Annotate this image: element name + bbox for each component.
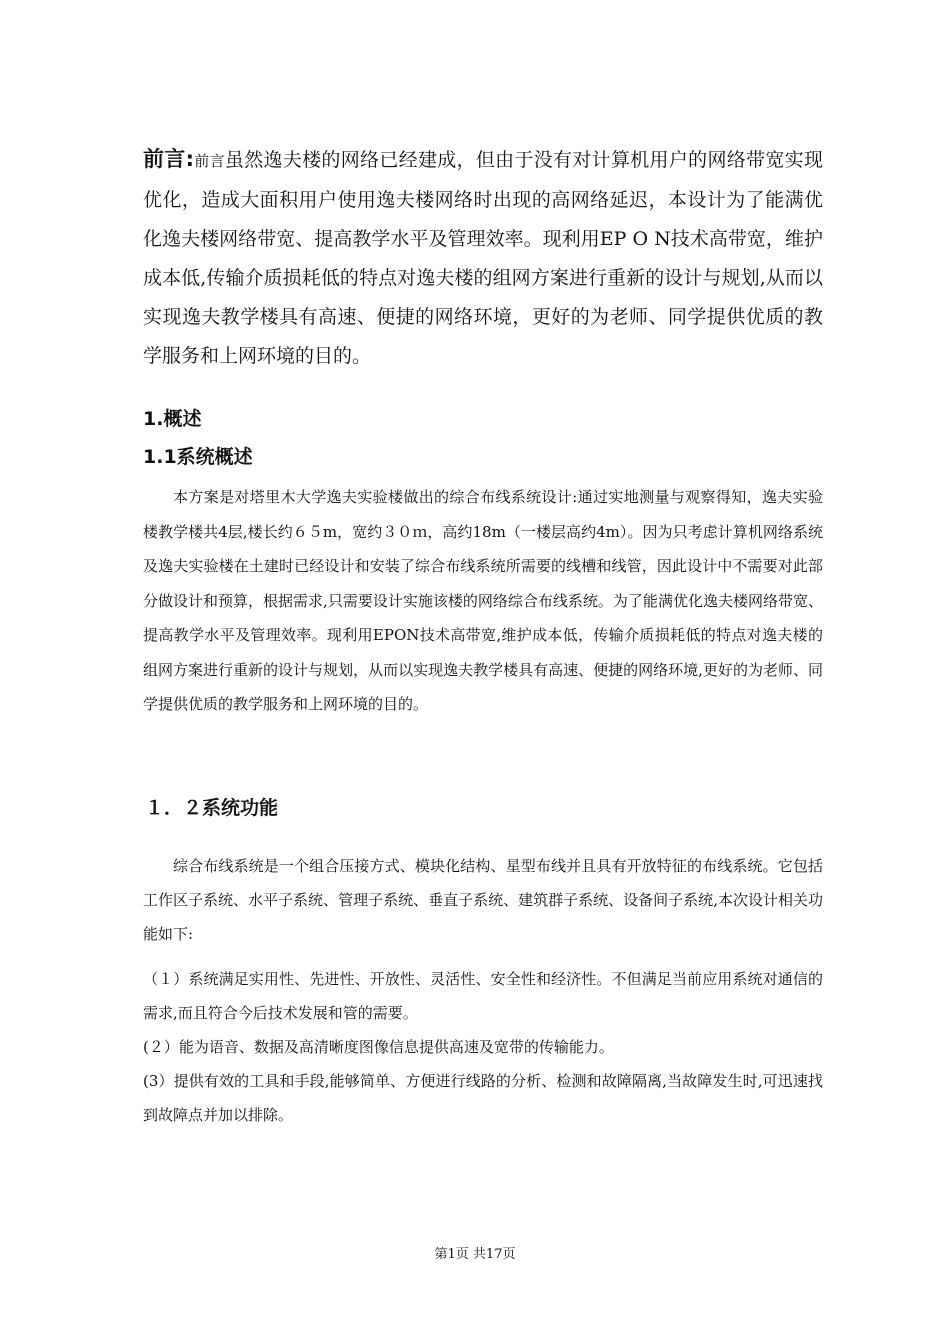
function-item: (２）能为语音、数据及高清晰度图像信息提供高速及宽带的传输能力。: [143, 1038, 614, 1056]
subsection-heading-system-function: １．２系统功能: [145, 797, 279, 819]
subsection-heading-system-overview: 1.1系统概述: [143, 446, 253, 468]
function-item: (3）提供有效的工具和手段,能够简单、方便进行线路的分析、检测和故障隔离,当故障发生时,可迅速找到故障点并加以排除。: [143, 1072, 823, 1124]
system-function-text: 综合布线系统是一个组合压接方式、模块化结构、星型布线并且具有开放特征的布线系统。它包括工作区子系统、水平子系统、管理子系统、垂直子系统、建筑群子系统、设备间子系统,本次设计相关功能如下:: [143, 857, 823, 943]
preface-label-small: 前言: [194, 152, 225, 170]
system-overview-text: 本方案是对塔里木大学逸夫实验楼做出的综合布线系统设计:通过实地测量与观察得知，逸夫实验楼教学楼共4层,楼长约６５m，宽约３０ｍ，高约18m（一楼层高约4m）。因为只考虑计算机网络系统及逸夫实验楼在土建时已经设计和安装了综合布线系统所需要的线槽和线管，因此设计中不需要对此部分做设计和预算，根据需求,只需要设计实施该楼的网络综合布线系统。为了能满优化逸夫楼网络带宽、提高教学水平及管理效率。现利用EPON技术高带宽,维护成本低，传输介质损耗低的特点对逸夫楼的组网方案进行重新的设计与规划，从而以实现逸夫教学楼具有高速、便捷的网络环境,更好的为老师、同学提供优质的教学服务和上网环境的目的。: [143, 488, 823, 713]
system-function-paragraph: [143, 849, 823, 951]
section-heading-overview: 1.概述: [143, 408, 202, 430]
system-overview-paragraph: [143, 480, 823, 722]
page-footer: 第1页 共17页: [434, 1247, 516, 1262]
preface-paragraph: [143, 140, 823, 376]
function-list: [143, 962, 823, 1132]
preface-text: 虽然逸夫楼的网络已经建成，但由于没有对计算机用户的网络带宽实现优化，造成大面积用户使用逸夫楼网络时出现的高网络延迟，本设计为了能满优化逸夫楼网络带宽、提高教学水平及管理效率。现利用EP O N技术高带宽，维护成本低,传输介质损耗低的特点对逸夫楼的组网方案进行重新的设计与规划,从而以实现逸夫教学楼具有高速、便捷的网络环境，更好的为老师、同学提供优质的教学服务和上网环境的目的。: [143, 149, 823, 367]
function-item: （１）系统满足实用性、先进性、开放性、灵活性、安全性和经济性。不但满足当前应用系统对通信的需求,而且符合今后技术发展和管的需要。: [143, 970, 823, 1022]
preface-label: 前言:: [143, 147, 195, 171]
